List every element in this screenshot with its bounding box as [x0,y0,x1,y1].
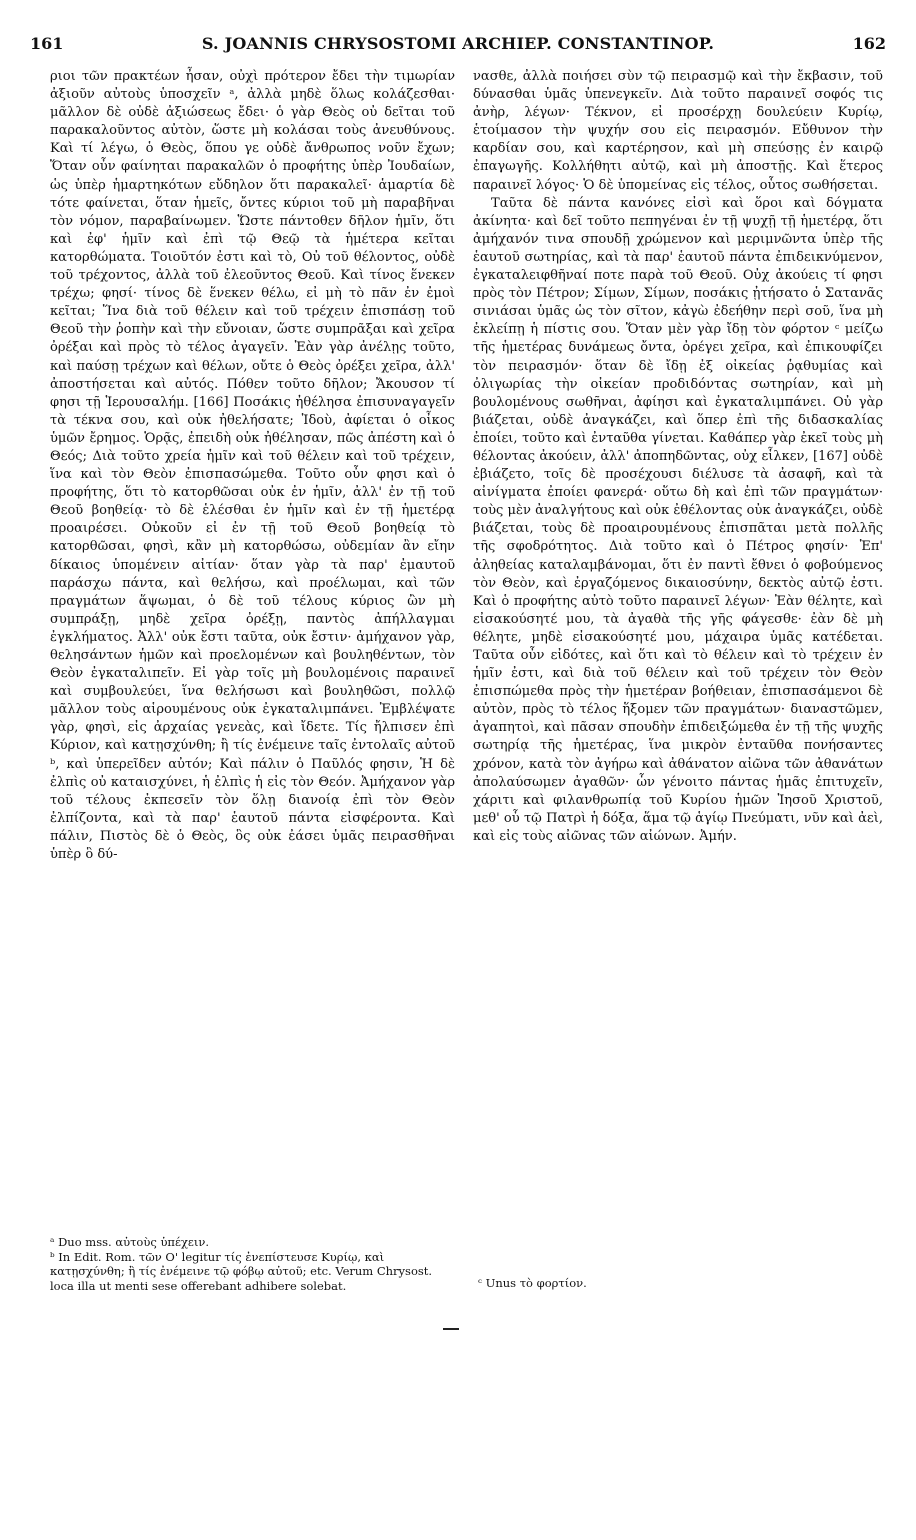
footnote-c: ᶜ Unus τὸ φορτίον. [478,1276,587,1290]
page-end-dash [443,1328,459,1330]
right-paragraph-1: νασθε, ἀλλὰ ποιήσει σὺν τῷ πειρασμῷ καὶ τὴν ἔκβασιν, τοῦ δύνασθαι ὑμᾶς ὑπενεγκεῖν. Διὰ τοῦτο παραινεῖ σοφός τις ἀνὴρ, λέγων· Τέκνον, εἰ προσέρχῃ δουλεύειν Κυρίῳ, ἑτοίμασον τὴν ψυχήν σου εἰς πειρασμόν. Εὔθυνον τὴν καρδίαν σου, καὶ καρτέρησον, καὶ μὴ σπεύσῃς ἐν καιρῷ ἐπαγωγῆς. Κολλήθητι αὐτῷ, καὶ μὴ ἀποστῇς. Καὶ ἕτερος παραινεῖ λόγος· Ὁ δὲ ὑπομείνας εἰς τέλος, οὗτος σωθήσεται. [473,69,883,193]
left-paragraph-1: ριοι τῶν πρακτέων ἦσαν, οὐχὶ πρότερον ἔδει τὴν τιμωρίαν ἀξιοῦν αὐτοὺς ὑποσχεῖν ᵃ, ἀλλὰ μηδὲ ὅλως κολάζεσθαι· μᾶλλον δὲ οὐδὲ ἀξιώσεως ἔδει· ὁ γὰρ Θεὸς οὐ δεῖται τοῦ παρακαλοῦντος αὐτὸν, ὥστε μὴ κολάσαι τοὺς ἀνευθύνους. Καὶ τί λέγω, ὁ Θεὸς, ὅπου γε οὐδὲ ἄνθρωπος νοῦν ἔχων; Ὅταν οὖν φαίνηται παρακαλῶν ὁ προφήτης ὑπὲρ Ἰουδαίων, ὡς ὑπὲρ ἡμαρτηκότων εὔδηλον ὅτι παρακαλεῖ· ἁμαρτία δὲ τότε φαίνεται, ὅταν ἡμεῖς, ὄντες κύριοι τοῦ μὴ παραβῆναι τὸν νόμον, παραβαίνωμεν. Ὥστε πάντοθεν δῆλον ἡμῖν, ὅτι καὶ ἐφ' ἡμῖν καὶ ἐπὶ τῷ Θεῷ τὰ ἡμέτερα κεῖται κατορθώματα. Τοιοῦτόν ἐστι καὶ τὸ, Οὐ τοῦ θέλοντος, οὐδὲ τοῦ τρέχοντος, ἀλλὰ τοῦ ἐλεοῦντος Θεοῦ. Καὶ τίνος ἕνεκεν τρέχω; φησί· τίνος δὲ ἕνεκεν θέλω, εἰ μὴ τὸ πᾶν ἐν ἐμοὶ κεῖται; Ἵνα διὰ τοῦ θέλειν καὶ τοῦ τρέχειν ἐπισπάσῃ τοῦ Θεοῦ τὴν ῥοπὴν καὶ τὴν εὔνοιαν, ὥστε συμπρᾶξαι καὶ χεῖρα ὀρέξαι καὶ πρὸς τὸ τέλος ἀγαγεῖν. Ἐὰν γὰρ ἀνέλῃς τοῦτο, καὶ παύσῃ τρέχων καὶ θέλων, οὔτε ὁ Θεὸς ὀρέξει χεῖρα, ἀλλ' ἀποστήσεται καὶ αὐτός. Πόθεν τοῦτο δῆλον; Ἄκουσον τί φησι τῇ Ἱερουσαλήμ. [166] Ποσάκις ἠθέλησα ἐπισυναγαγεῖν τὰ τέκνα σου, καὶ οὐκ ἠθελήσατε; Ἰδοὺ, ἀφίεται ὁ οἶκος ὑμῶν ἔρημος. Ὁρᾷς, ἐπειδὴ οὐκ ἠθέλησαν, πῶς ἀπέστη καὶ ὁ Θεός; Διὰ τοῦτο χρεία ἡμῖν καὶ τοῦ θέλειν καὶ τοῦ τρέχειν, ἵνα καὶ τὸν Θεὸν ἐπισπασώμεθα. Τοῦτο οὖν φησι καὶ ὁ προφήτης, ὅτι τὸ κατορθῶσαι οὐκ ἐν ἡμῖν, ἀλλ' ἐν τῇ τοῦ Θεοῦ βοηθείᾳ· τὸ δὲ ἑλέσθαι ἐν ἡμῖν καὶ ἐν τῇ ἡμετέρᾳ προαιρέσει. Οὐκοῦν εἰ ἐν τῇ τοῦ Θεοῦ βοηθείᾳ τὸ κατορθῶσαι, φησὶ, κἂν μὴ κατορθώσω, οὐδεμίαν ἂν εἴην δίκαιος ὑπομένειν αἰτίαν· ὅταν γὰρ τὰ παρ' ἐμαυτοῦ παράσχω πάντα, καὶ θελήσω, καὶ προέλωμαι, καὶ τῶν πραγμάτων ἅψωμαι, ὁ δὲ τοῦ τέλους κύριος ὢν μὴ συμπράξῃ, μηδὲ χεῖρα ὀρέξῃ, παντὸς ἀπήλλαγμαι ἐγκλήματος. Ἀλλ' οὐκ ἔστι ταῦτα, οὐκ ἔστιν· ἀμήχανον γὰρ, θελησάντων ἡμῶν καὶ προελομένων καὶ βουληθέντων, τὸν Θεὸν ἐγκαταλιπεῖν. Εἰ γὰρ τοῖς μὴ βουλομένοις παραινεῖ καὶ συμβουλεύει, ἵνα θελήσωσι καὶ βουληθῶσι, πολλῷ μᾶλλον τοὺς αἱρουμένους οὐκ ἐγκαταλιμπάνει. Ἐμβλέψατε γὰρ, φησὶ, εἰς ἀρχαίας γενεὰς, καὶ ἴδετε. Τίς ἤλπισεν ἐπὶ Κύριον, καὶ κατῃσχύνθη; ἢ τίς ἐνέμεινε ταῖς ἐντολαῖς αὐτοῦ ᵇ, καὶ ὑπερεῖδεν αὐτόν; Καὶ πάλιν ὁ Παῦλός φησιν, Ἡ δὲ ἐλπὶς οὐ καταισχύνει, ἡ ἐλπὶς ἡ εἰς τὸν Θεόν. Ἀμήχανον γὰρ τοῦ τέλους ἐκπεσεῖν τὸν ὅλῃ διανοίᾳ ἐπὶ τὸν Θεὸν ἐλπίζοντα, καὶ τὰ παρ' ἑαυτοῦ πάντα εἰσφέροντα. Καὶ πάλιν, Πιστὸς δὲ ὁ Θεὸς, ὃς οὐκ ἐάσει ὑμᾶς πειρασθῆναι ὑπὲρ ὃ δύ- [50,69,455,863]
footnotes-left [50,1235,455,1293]
footnote-b: ᵇ In Edit. Rom. τῶν Ο' legitur τίς ἐνεπίστευσε Κυρίῳ, καὶ κατῃσχύνθη; ἢ τίς ἐνέμεινε τῷ φόβῳ αὐτοῦ; etc. Verum Chrysost. loca illa ut menti sese offerebant adhibere solebat. [50,1249,433,1293]
right-paragraph-2: Ταῦτα δὲ πάντα κανόνες εἰσὶ καὶ ὅροι καὶ δόγματα ἀκίνητα· καὶ δεῖ τοῦτο πεπηγέναι ἐν τῇ ψυχῇ τῇ ἡμετέρᾳ, ὅτι ἀμήχανόν τινα σπουδῇ χρώμενον καὶ μεριμνῶντα ὑπὲρ τῆς ἑαυτοῦ σωτηρίας, καὶ τὰ παρ' ἑαυτοῦ πάντα ἐπιδεικνύμενον, ἐγκαταλειφθῆναί ποτε παρὰ τοῦ Θεοῦ. Οὐχ ἀκούεις τί φησι πρὸς τὸν Πέτρον; Σίμων, Σίμων, ποσάκις ᾐτήσατο ὁ Σατανᾶς σινιάσαι ὑμᾶς ὡς τὸν σῖτον, κἀγὼ ἐδεήθην περὶ σοῦ, ἵνα μὴ ἐκλείπῃ ἡ πίστις σου. Ὅταν μὲν γὰρ ἴδῃ τὸν φόρτον ᶜ μείζω τῆς ἡμετέρας δυνάμεως ὄντα, ὀρέγει χεῖρα, καὶ ἐπικουφίζει τὸν πειρασμόν· ὅταν δὲ ἴδῃ ἐξ οἰκείας ῥᾳθυμίας καὶ ὀλιγωρίας τὴν οἰκείαν προδιδόντας σωτηρίαν, καὶ μὴ βουλομένους σωθῆναι, ἀφίησι καὶ ἐγκαταλιμπάνει. Οὐ γὰρ βιάζεται, οὐδὲ ἀναγκάζει, καὶ ὅπερ ἐπὶ τῆς διδασκαλίας ἐποίει, τοῦτο καὶ ἐνταῦθα γίνεται. Καθάπερ γὰρ ἐκεῖ τοὺς μὴ θέλοντας ἀκούειν, ἀλλ' ἀποπηδῶντας, οὐχ εἷλκεν, [167] οὐδὲ ἐβιάζετο, τοῖς δὲ προσέχουσι διέλυσε τὰ ἀσαφῆ, καὶ τὰ αἰνίγματα ἐποίει φανερά· οὕτω δὴ καὶ ἐπὶ τῶν πραγμάτων· τοὺς μὲν ἀναλγήτους καὶ οὐκ ἐθέλοντας οὐκ ἀναγκάζει, οὐδὲ βιάζεται, τοὺς δὲ προαιρουμένους ἐπισπᾶται μετὰ πολλῆς τῆς σφοδρότητος. Διὰ τοῦτο καὶ ὁ Πέτρος φησίν· Ἐπ' ἀληθείας καταλαμβάνομαι, ὅτι ἐν παντὶ ἔθνει ὁ φοβούμενος τὸν Θεὸν, καὶ ἐργαζόμενος δικαιοσύνην, δεκτὸς αὐτῷ ἐστι. Καὶ ὁ προφήτης αὐτὸ τοῦτο παραινεῖ λέγων· Ἐὰν θέλητε, καὶ εἰσακούσητέ μου, τὰ ἀγαθὰ τῆς γῆς φάγεσθε· ἐὰν δὲ μὴ θέλητε, μηδὲ εἰσακούσητέ μου, μάχαιρα ὑμᾶς κατέδεται. Ταῦτα οὖν εἰδότες, καὶ ὅτι καὶ τὸ θέλειν καὶ τὸ τρέχειν ἐν ἡμῖν ἐστι, καὶ διὰ τοῦ θέλειν καὶ τοῦ τρέχειν τὸν Θεὸν ἐπισπώμεθα πρὸς τὴν ἡμετέραν βοήθειαν, ἐπισπασάμενοι δὲ αὐτὸν, πρὸς τὸ τέλος ἥξομεν τῶν πραγμάτων· διαναστῶμεν, ἀγαπητοὶ, καὶ πᾶσαν σπουδὴν ἐπιδειξώμεθα ἐν τῇ τῆς ψυχῆς σωτηρίᾳ τῆς ἡμετέρας, ἵνα μικρὸν ἐνταῦθα πονήσαντες χρόνον, κατὰ τὸν ἀγήρω καὶ ἀθάνατον αἰῶνα τῶν ἀθανάτων ἀπολαύσωμεν ἀγαθῶν· ὧν γένοιτο πάντας ἡμᾶς ἐπιτυχεῖν, χάριτι καὶ φιλανθρωπίᾳ τοῦ Κυρίου ἡμῶν Ἰησοῦ Χριστοῦ, μεθ' οὗ τῷ Πατρὶ ἡ δόξα, ἅμα τῷ ἁγίῳ Πνεύματι, νῦν καὶ ἀεὶ, καὶ εἰς τοὺς αἰῶνας τῶν αἰώνων. Ἀμήν. [473,195,883,844]
right-column [473,68,883,846]
page-number-left: 161 [30,34,64,53]
footnotes-right [478,1276,878,1291]
footnote-a: ᵃ Duo mss. αὐτοὺς ὑπέχειν. [50,1235,210,1249]
running-header [30,34,886,58]
running-title: S. JOANNIS CHRYSOSTOMI ARCHIEP. CONSTANTINOP. [201,34,715,53]
page-number-right: 162 [852,34,886,53]
left-column [50,68,455,864]
